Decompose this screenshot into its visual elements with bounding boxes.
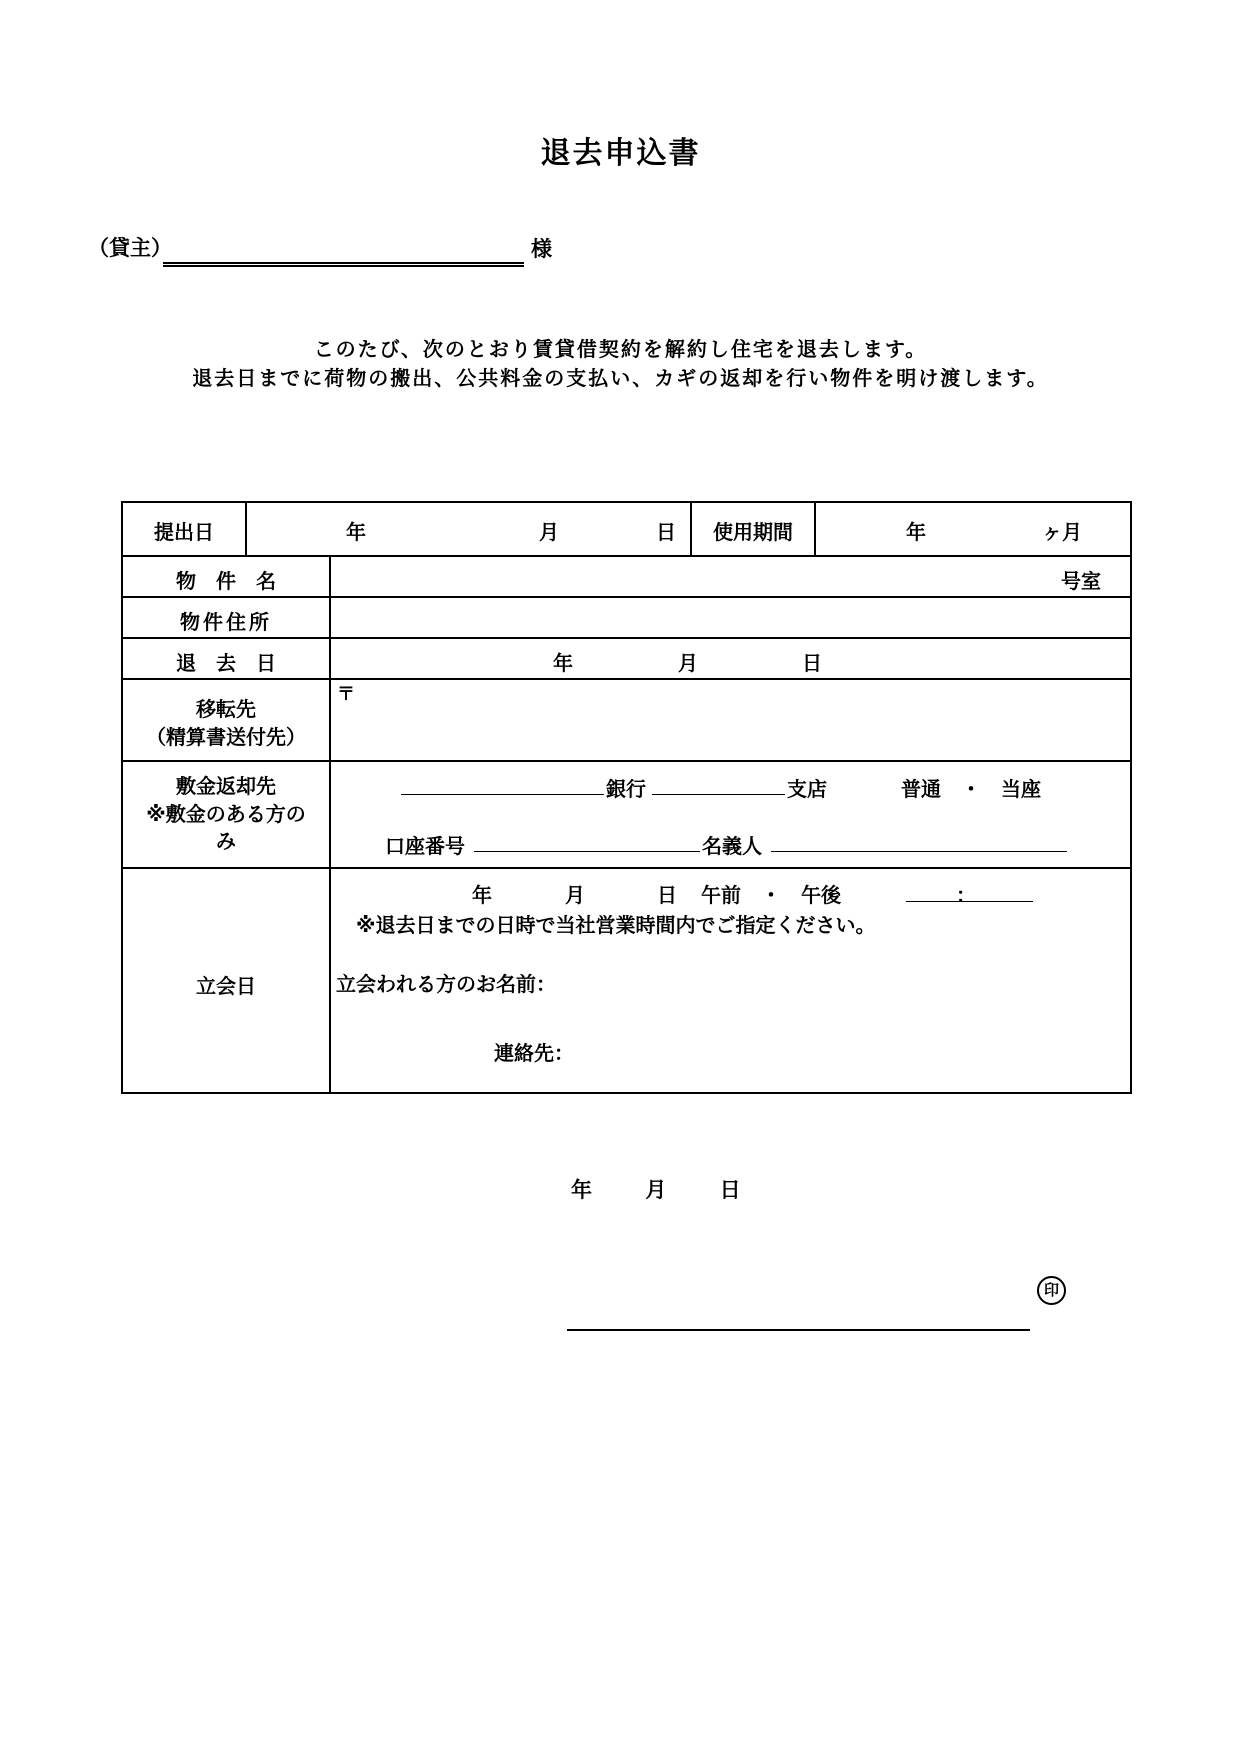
landlord-prefix: （貸主） — [88, 236, 172, 260]
account-number-field[interactable] — [474, 851, 700, 852]
moveout-month-unit: 月 — [678, 651, 698, 675]
signing-day-unit: 日 — [719, 1178, 741, 1202]
row-divider — [123, 637, 1130, 639]
submit-day-unit: 日 — [656, 520, 676, 544]
relocation-label: 移転先 — [196, 697, 256, 721]
account-holder-label: 名義人 — [702, 834, 762, 858]
column-divider — [814, 503, 816, 555]
row-divider — [123, 760, 1130, 762]
witness-note: ※退去日までの日時で当社営業時間内でご指定ください。 — [356, 913, 876, 937]
intro-line-2: 退去日までに荷物の搬出、公共料金の支払い、カギの返却を行い物件を明け渡します。 — [192, 366, 1049, 390]
usage-period-label: 使用期間 — [713, 520, 793, 544]
room-suffix: 号室 — [1061, 569, 1101, 593]
branch-name-field[interactable] — [652, 794, 785, 795]
row-divider — [123, 867, 1130, 869]
account-holder-field[interactable] — [771, 851, 1067, 852]
branch-label: 支店 — [787, 777, 827, 801]
bank-name-field[interactable] — [401, 794, 604, 795]
deposit-refund-note: ※敷金のある方の — [146, 802, 306, 826]
attendee-name-label: 立会われる方のお名前： — [336, 972, 556, 996]
submit-month-unit: 月 — [539, 520, 559, 544]
document-title: 退去申込書 — [540, 136, 701, 171]
deposit-refund-label: 敷金返却先 — [176, 774, 276, 798]
landlord-name-field[interactable] — [163, 262, 524, 267]
deposit-refund-note-end: み — [216, 829, 236, 853]
witness-year-unit: 年 — [472, 883, 492, 907]
column-divider — [245, 503, 247, 555]
witness-month-unit: 月 — [565, 883, 585, 907]
signing-date — [571, 1174, 741, 1204]
account-type-options[interactable]: 普通 ・ 当座 — [901, 777, 1041, 801]
postal-mark: 〒 — [337, 684, 355, 705]
witness-date-label: 立会日 — [196, 974, 256, 998]
landlord-honorific: 様 — [531, 237, 552, 261]
witness-day-unit: 日 — [657, 883, 677, 907]
seal-mark: 印 — [1037, 1276, 1066, 1305]
submit-year-unit: 年 — [346, 520, 366, 544]
moveout-day-unit: 日 — [802, 651, 822, 675]
row-divider — [123, 555, 1130, 557]
bank-label: 銀行 — [606, 777, 646, 801]
period-year-unit: 年 — [906, 520, 926, 544]
row-divider — [123, 596, 1130, 598]
signing-year-unit: 年 — [571, 1178, 592, 1202]
row-divider — [123, 678, 1130, 680]
intro-line-1: このたび、次のとおり賃貸借契約を解約し住宅を退去します。 — [313, 337, 928, 361]
account-number-label: 口座番号 — [385, 834, 465, 858]
property-name-label: 物 件 名 — [176, 569, 276, 593]
relocation-sublabel: （精算書送付先） — [146, 725, 306, 749]
signing-month-unit: 月 — [645, 1178, 667, 1202]
contact-label: 連絡先： — [494, 1041, 574, 1065]
period-month-unit: ヶ月 — [1042, 520, 1082, 544]
moveout-form-table — [121, 501, 1132, 1094]
property-address-label: 物件住所 — [180, 610, 272, 634]
signature-field[interactable] — [567, 1329, 1030, 1331]
am-pm-options[interactable]: 午前 ・ 午後 — [701, 883, 841, 907]
submit-date-label: 提出日 — [154, 520, 214, 544]
column-divider — [329, 555, 331, 1094]
time-colon: ： — [956, 883, 976, 907]
moveout-date-label: 退 去 日 — [176, 651, 276, 675]
moveout-year-unit: 年 — [553, 651, 573, 675]
